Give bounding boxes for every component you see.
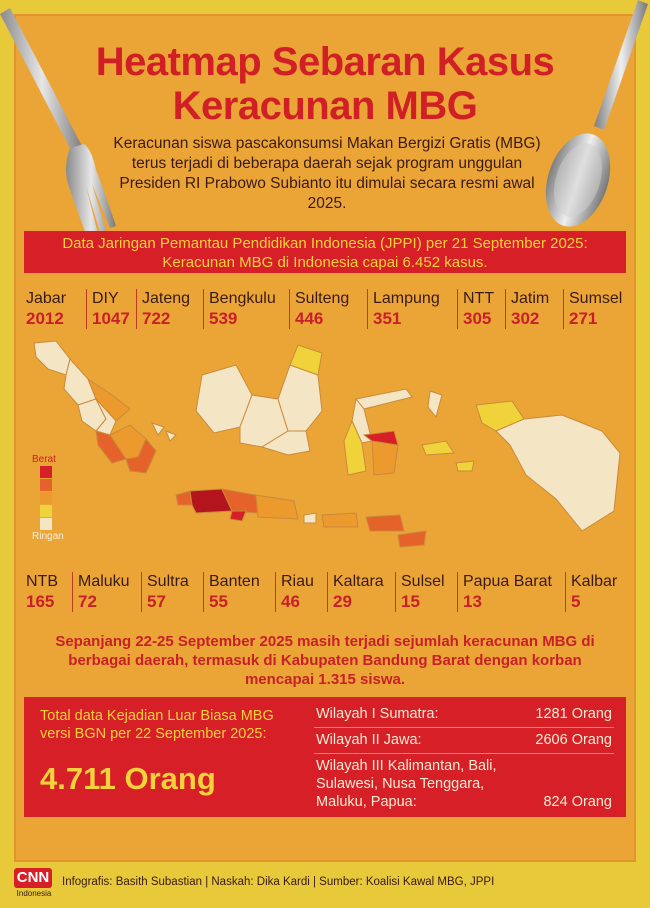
region-value: 824 Orang — [543, 794, 612, 810]
stat-value: 305 — [463, 309, 492, 328]
map-region-aceh — [34, 341, 70, 375]
stat-label: Papua Barat — [463, 573, 552, 590]
heat-legend — [32, 454, 92, 542]
map-region-banten — [176, 491, 192, 505]
region-row — [314, 702, 614, 728]
stat-value: 2012 — [26, 309, 64, 328]
stat-value: 446 — [295, 309, 324, 328]
map-region-sultra — [372, 441, 398, 475]
page-title — [0, 40, 650, 128]
stat-value: 46 — [281, 592, 300, 611]
stat-item — [24, 572, 72, 612]
banner-line-1: Data Jaringan Pemantau Pendidikan Indonesia (JPPI) per 21 September 2025: — [62, 235, 588, 252]
map-region-kaltim — [278, 365, 322, 431]
logo-brand: CNN — [14, 868, 52, 888]
stat-label: Lampung — [373, 290, 440, 307]
top-stats-row — [24, 289, 626, 329]
stat-value: 57 — [147, 592, 166, 611]
map-region-ntb — [322, 513, 358, 527]
credits-line: Infografis: Basith Subastian | Naskah: Dika Kardi | Sumber: Koalisi Kawal MBG, JPPI — [62, 876, 495, 888]
map-region-sulut — [356, 389, 412, 409]
title-line-1: Heatmap Sebaran Kasus — [95, 40, 555, 84]
map-region-malut — [428, 391, 442, 417]
stat-item — [563, 289, 626, 329]
stat-label: Sulsel — [401, 573, 445, 590]
legend-bottom-label: Ringan — [32, 531, 64, 542]
klb-summary-box — [24, 697, 626, 817]
legend-swatch — [40, 479, 52, 491]
legend-top-label: Berat — [32, 454, 56, 465]
stat-label: Riau — [281, 573, 314, 590]
region-row — [314, 728, 614, 754]
stat-item — [367, 289, 457, 329]
stat-label: Sumsel — [569, 290, 623, 307]
stat-value: 29 — [333, 592, 352, 611]
stat-label: Sulteng — [295, 290, 350, 307]
stat-value: 5 — [571, 592, 581, 611]
stat-label: Kalbar — [571, 573, 618, 590]
legend-swatch — [40, 466, 52, 478]
stat-item — [457, 289, 505, 329]
stat-item — [457, 572, 565, 612]
stat-item — [327, 572, 395, 612]
legend-swatch — [40, 492, 52, 504]
stat-label: Jatim — [511, 290, 550, 307]
stat-label: Sultra — [147, 573, 189, 590]
stat-item — [72, 572, 141, 612]
klb-total-value: 4.711 Orang — [40, 761, 216, 796]
stat-item — [395, 572, 457, 612]
region-row — [314, 754, 614, 815]
stat-label: DIY — [92, 290, 119, 307]
stat-item — [275, 572, 327, 612]
stat-label: Maluku — [78, 573, 130, 590]
klb-region-list — [314, 702, 614, 815]
banner-line-2: Keracunan MBG di Indonesia capai 6.452 kasus. — [162, 254, 488, 271]
bottom-stats-row — [24, 572, 626, 612]
jppi-banner — [24, 231, 626, 273]
klb-heading: Total data Kejadian Luar Biasa MBG versi BGN per 22 September 2025: — [40, 708, 274, 742]
stat-value: 302 — [511, 309, 540, 328]
stat-label: Bengkulu — [209, 290, 276, 307]
indonesia-heatmap — [26, 335, 626, 570]
stat-value: 722 — [142, 309, 171, 328]
title-line-2: Keracunan MBG — [172, 84, 478, 128]
stat-item — [141, 572, 203, 612]
stat-value: 271 — [569, 309, 598, 328]
stat-item — [86, 289, 136, 329]
stat-value: 1047 — [92, 309, 130, 328]
cnn-indonesia-logo — [14, 868, 54, 902]
stat-item — [565, 572, 626, 612]
map-region-jatim — [256, 495, 298, 519]
map-region-maluku — [422, 441, 474, 471]
map-region-babel — [152, 423, 176, 441]
stat-label: NTB — [26, 573, 58, 590]
stat-label: Kaltara — [333, 573, 384, 590]
region-name: Wilayah II Jawa: — [316, 732, 422, 748]
region-name: Wilayah III Kalimantan, Bali, Sulawesi, Nusa Tenggara, Maluku, Papua: — [316, 758, 497, 810]
legend-swatch — [40, 518, 52, 530]
stat-value: 72 — [78, 592, 97, 611]
intro-paragraph: Keracunan siswa pascakonsumsi Makan Bergizi Gratis (MBG) terus terjadi di beberapa daerah sejak program unggulan Presiden RI Prabowo Subianto itu dimulai secara resmi awal 2025. — [113, 135, 541, 212]
stat-value: 55 — [209, 592, 228, 611]
stat-label: Banten — [209, 573, 260, 590]
klb-total-section — [40, 707, 308, 797]
logo-sub: Indonesia — [16, 889, 52, 898]
stat-label: Jabar — [26, 290, 67, 307]
region-name: Wilayah I Sumatra: — [316, 706, 439, 722]
status-statement: Sepanjang 22-25 September 2025 masih terjadi sejumlah keracunan MBG di berbagai daerah, termasuk di Kabupaten Bandung Barat dengan korban mencapai 1.315 siswa. — [55, 633, 595, 688]
stat-item — [203, 572, 275, 612]
stat-value: 351 — [373, 309, 402, 328]
stat-label: Jateng — [142, 290, 191, 307]
region-value: 1281 Orang — [535, 706, 612, 722]
legend-swatch — [40, 505, 52, 517]
map-region-ntt — [366, 515, 426, 547]
stat-item — [24, 289, 86, 329]
stat-value: 539 — [209, 309, 238, 328]
map-region-papua — [496, 415, 620, 531]
stat-label: NTT — [463, 290, 495, 307]
stat-value: 13 — [463, 592, 482, 611]
stat-value: 165 — [26, 592, 55, 611]
stat-item — [289, 289, 367, 329]
stat-item — [203, 289, 289, 329]
stat-value: 15 — [401, 592, 420, 611]
map-region-bali — [304, 513, 316, 523]
region-value: 2606 Orang — [535, 732, 612, 748]
map-region-diy — [230, 511, 246, 521]
stat-item — [136, 289, 203, 329]
stat-item — [505, 289, 563, 329]
